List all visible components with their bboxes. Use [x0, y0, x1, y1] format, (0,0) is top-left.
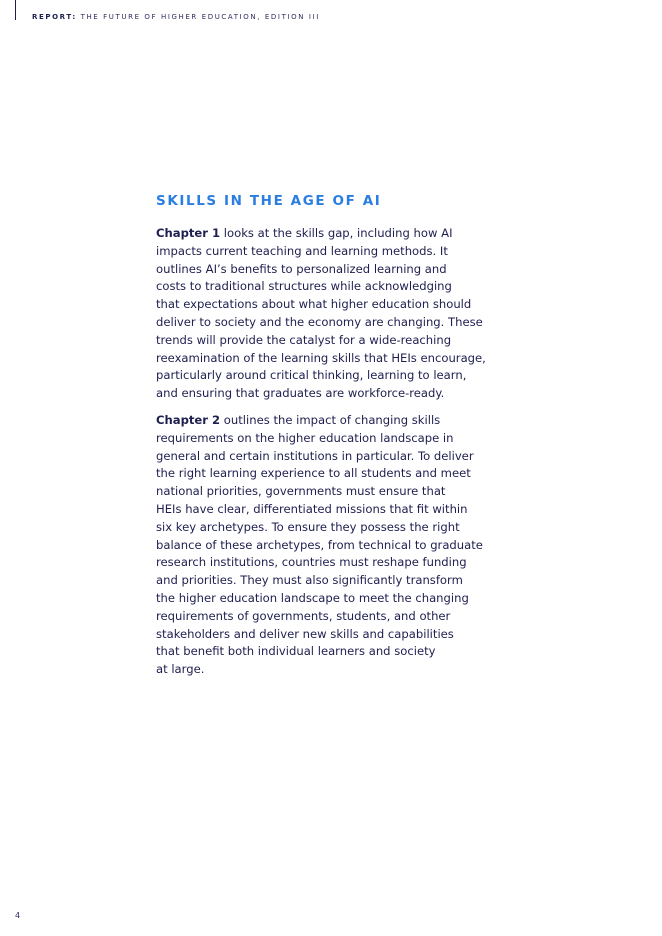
- paragraph-line: that benefit both individual learners and society: [156, 644, 436, 659]
- paragraph-line: general and certain institutions in particular. To deliver: [156, 448, 474, 463]
- running-header-title: THE FUTURE OF HIGHER EDUCATION, EDITION III: [80, 13, 320, 21]
- paragraph-line: HEIs have clear, differentiated missions that fit within: [156, 501, 468, 516]
- chapter-2-lead: Chapter 2: [156, 412, 221, 427]
- paragraph-line: particularly around critical thinking, learning to learn,: [156, 368, 467, 383]
- main-content: [156, 193, 496, 688]
- paragraph-line: impacts current teaching and learning methods. It: [156, 243, 448, 258]
- paragraph-line: trends will provide the catalyst for a wide-reaching: [156, 332, 452, 347]
- chapter-1-lead: Chapter 1: [156, 226, 221, 240]
- paragraph-line: deliver to society and the economy are changing. These: [156, 314, 483, 329]
- paragraph-line: costs to traditional structures while acknowledging: [156, 279, 452, 294]
- paragraph-line: stakeholders and deliver new skills and capabilities: [156, 626, 454, 641]
- paragraph-line: six key archetypes. To ensure they possess the right: [156, 519, 460, 534]
- paragraph-line: research institutions, countries must reshape funding: [156, 555, 467, 570]
- chapter-2-paragraph: [156, 412, 496, 679]
- paragraph-line: the higher education landscape to meet the changing: [156, 590, 469, 605]
- section-title: SKILLS IN THE AGE OF AI: [156, 193, 382, 209]
- paragraph-line: outlines AI’s benefits to personalized learning and: [156, 261, 447, 276]
- paragraph-line: the right learning experience to all students and meet: [156, 466, 471, 481]
- paragraph-line: national priorities, governments must ensure that: [156, 484, 446, 499]
- paragraph-line: that expectations about what higher education should: [156, 297, 472, 312]
- paragraph-line: reexamination of the learning skills that HEIs encourage,: [156, 350, 486, 365]
- paragraph-line: and priorities. They must also significantly transform: [156, 573, 463, 588]
- running-header: [32, 13, 320, 21]
- paragraph-line: at large.: [156, 662, 205, 677]
- paragraph-line: and ensuring that graduates are workforce-ready.: [156, 386, 445, 401]
- page-number: 4: [15, 911, 21, 920]
- paragraph-line: [156, 412, 496, 430]
- paragraph-line: requirements of governments, students, and other: [156, 608, 451, 623]
- paragraph-line: [156, 225, 496, 243]
- paragraph-line-text: looks at the skills gap, including how AI: [220, 226, 453, 240]
- chapter-1-paragraph: [156, 225, 496, 403]
- paragraph-line: balance of these archetypes, from technical to graduate: [156, 537, 483, 552]
- paragraph-line-text: outlines the impact of changing skills: [220, 412, 441, 427]
- header-rule: [15, 0, 16, 20]
- running-header-label: REPORT:: [32, 13, 77, 21]
- paragraph-line: requirements on the higher education landscape in: [156, 430, 454, 445]
